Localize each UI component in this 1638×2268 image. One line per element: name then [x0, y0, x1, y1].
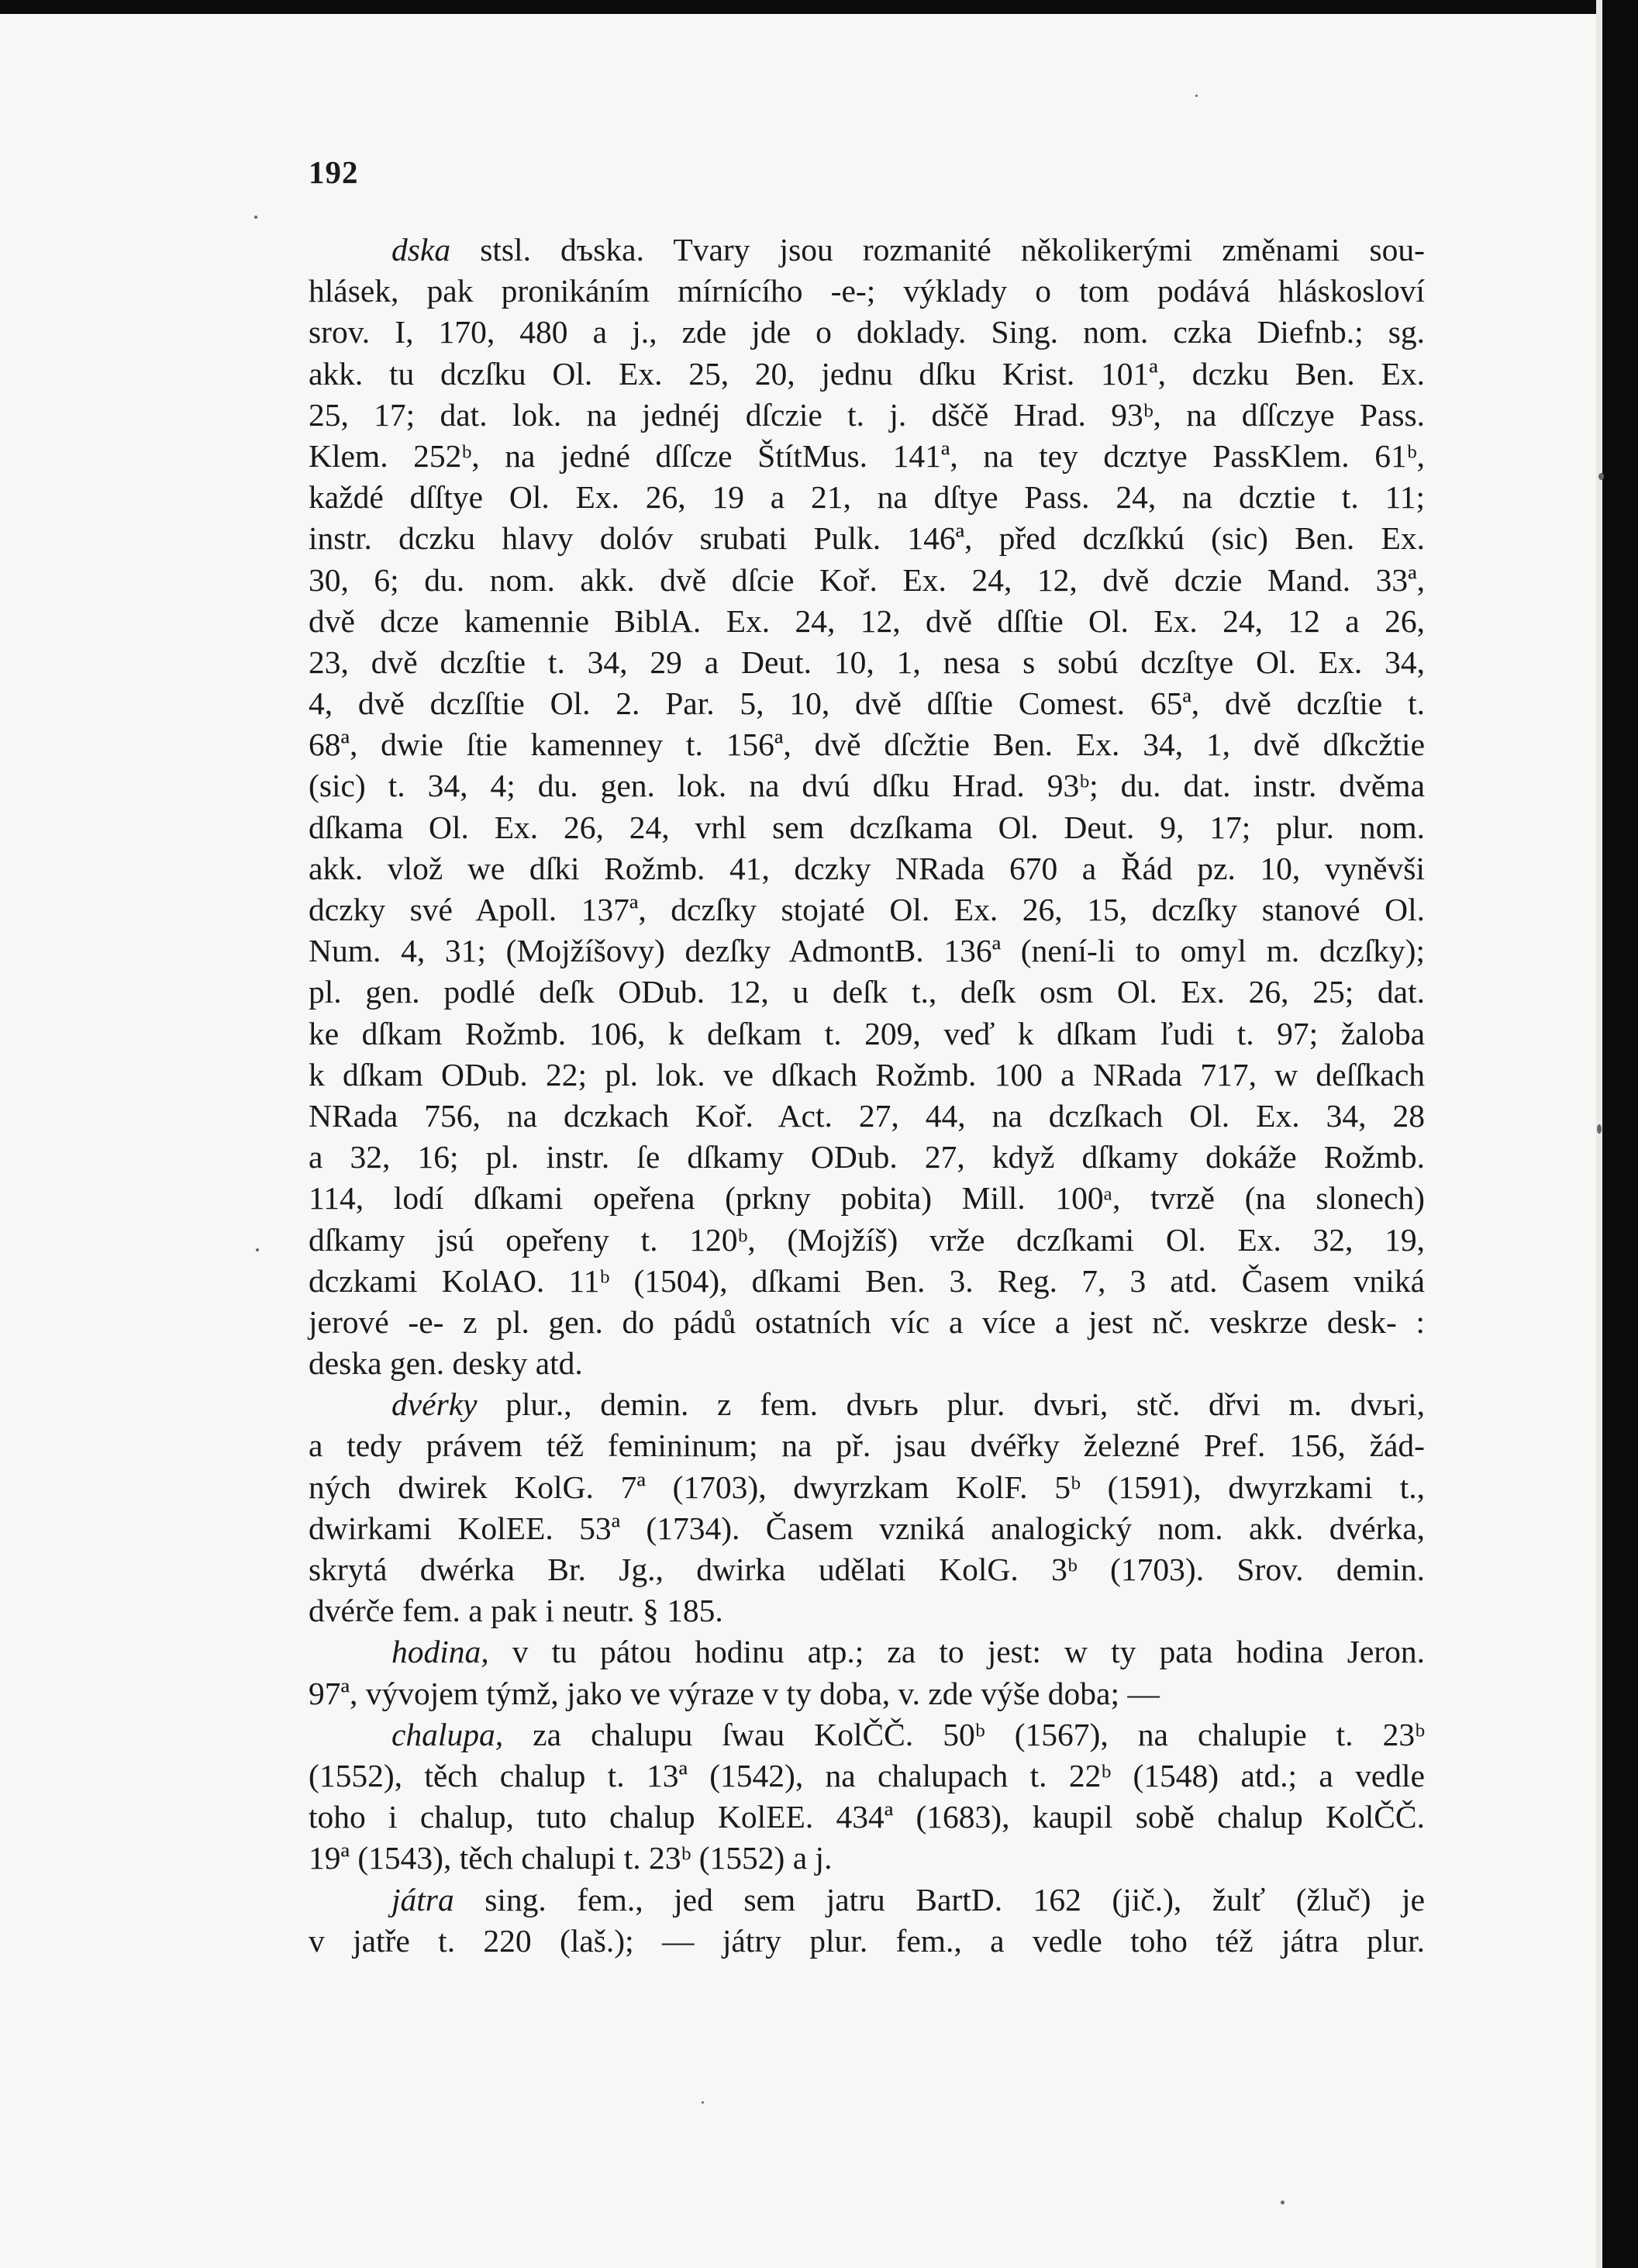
text-line: 97ª, vývojem týmž, jako ve výraze v ty doba, v. zde výše doba; — [309, 1675, 1160, 1711]
text-line: 19ª (1543), těch chalupi t. 23ᵇ (1552) a j. [309, 1840, 833, 1876]
entry-headword: hodina, [391, 1634, 489, 1670]
scan-right-edge-shadow [1596, 0, 1602, 2268]
scan-speck [702, 2101, 704, 2104]
entry-dska [309, 230, 1425, 1384]
text-line: (1552), těch chalup t. 13ª (1542), na chalupach t. 22ᵇ (1548) atd.; a vedle [309, 1757, 1425, 1793]
text-line: dvérky plur., demin. z fem. dvьrь plur. dvьri, stč. dřvi m. dvьri, [391, 1386, 1426, 1423]
text-line: 68ª, dwie ſtie kamenney t. 156ª, dvě dſcžtie Ben. Ex. 34, 1, dvě dſkcžtie [309, 727, 1425, 763]
text-line: dvérče fem. a pak i neutr. § 185. [309, 1593, 723, 1629]
text-line: 23, dvě dczſtie t. 34, 29 a Deut. 10, 1, nesa s sobú dczſtye Ol. Ex. 34, [309, 644, 1425, 680]
text-line: akk. vlož we dſki Rožmb. 41, dczky NRada 670 a Řád pz. 10, vyněvši [309, 850, 1425, 886]
scan-right-border [1602, 0, 1638, 2268]
text-line: Num. 4, 31; (Mojžíšovy) dezſky AdmontB. 136ª (není-li to omyl m. dczſky); [309, 933, 1425, 969]
text-line: dvě dcze kamennie BiblA. Ex. 24, 12, dvě dſſtie Ol. Ex. 24, 12 a 26, [309, 602, 1425, 639]
scan-top-border [0, 0, 1638, 14]
text-line: skrytá dwérka Br. Jg., dwirka udělati KolG. 3ᵇ (1703). Srov. demin. [309, 1552, 1425, 1587]
text-line: jerové -e- z pl. gen. do pádů ostatních víc a více a jest nč. veskrze desk- : [309, 1303, 1425, 1340]
text-line: chalupa, za chalupu ſwau KolČČ. 50ᵇ (1567), na chalupie t. 23ᵇ [391, 1716, 1426, 1752]
text-line: hlásek, pak pronikáním mírnícího -e-; výklady o tom podává hláskosloví [309, 273, 1425, 309]
text-line: dſkama Ol. Ex. 26, 24, vrhl sem dczſkama Ol. Deut. 9, 17; plur. nom. [309, 809, 1425, 845]
entry-chalupa [309, 1714, 1425, 1880]
text-line: dczky své Apoll. 137ª, dczſky stojaté Ol. Ex. 26, 15, dczſky stanové Ol. [309, 892, 1425, 927]
text-line: akk. tu dczſku Ol. Ex. 25, 20, jednu dſku Krist. 101ª, dczku Ben. Ex. [309, 355, 1425, 392]
text-line: deska gen. desky atd. [309, 1345, 583, 1382]
scan-speck [254, 216, 257, 219]
scan-speck [1598, 473, 1604, 480]
text-line: 30, 6; du. nom. akk. dvě dſcie Koř. Ex. 24, 12, dvě dczie Mand. 33ª, [309, 561, 1425, 598]
scan-speck [1281, 2201, 1285, 2204]
entry-headword: játra [391, 1881, 454, 1918]
text-line: játra sing. fem., jed sem jatru BartD. 162 (jič.), žulť (žluč) je [391, 1881, 1425, 1918]
page-number: 192 [309, 154, 359, 190]
scan-speck [256, 1248, 259, 1251]
text-line: každé dſſtye Ol. Ex. 26, 19 a 21, na dſtye Pass. 24, na dcztie t. 11; [309, 479, 1425, 516]
scan-speck [1597, 1124, 1602, 1134]
text-line: Klem. 252ᵇ, na jedné dſſcze ŠtítMus. 141ª, na tey dcztye PassKlem. 61ᵇ, [309, 437, 1425, 474]
text-line: v jatře t. 220 (laš.); — játry plur. fem., a vedle toho též játra plur. [309, 1922, 1425, 1959]
text-line: a tedy právem též femininum; na př. jsau dvéřky železné Pref. 156, žád- [309, 1427, 1425, 1464]
text-line: pl. gen. podlé deſk ODub. 12, u deſk t., deſk osm Ol. Ex. 26, 25; dat. [309, 974, 1425, 1010]
text-line: k dſkam ODub. 22; pl. lok. ve dſkach Rožmb. 100 a NRada 717, w deſſkach [309, 1056, 1425, 1093]
dictionary-text [309, 230, 1425, 1962]
text-line: 114, lodí dſkami opeřena (prkny pobita) Mill. 100ᵃ, tvrzě (na slonech) [309, 1180, 1425, 1217]
text-line: srov. I, 170, 480 a j., zde jde o doklady. Sing. nom. czka Diefnb.; sg. [309, 314, 1425, 350]
text-line: dska stsl. dъska. Tvary jsou rozmanité několikerými změnami sou- [391, 232, 1425, 268]
text-line: a 32, 16; pl. instr. ſe dſkamy ODub. 27, když dſkamy dokáže Rožmb. [309, 1139, 1425, 1175]
text-line: ných dwirek KolG. 7ª (1703), dwyrzkam KolF. 5ᵇ (1591), dwyrzkami t., [309, 1469, 1425, 1505]
scan-speck [1195, 95, 1198, 97]
entry-jatra [309, 1880, 1425, 1962]
entry-hodina [309, 1631, 1425, 1714]
text-line: NRada 756, na dczkach Koř. Act. 27, 44, na dczſkach Ol. Ex. 34, 28 [309, 1097, 1425, 1134]
text-line: hodina, v tu pátou hodinu atp.; za to jest: w ty pata hodina Jeron. [391, 1634, 1425, 1670]
text-line: 25, 17; dat. lok. na jednéj dſczie t. j. dščě Hrad. 93ᵇ, na dſſczye Pass. [309, 396, 1425, 433]
text-line: dſkamy jsú opeřeny t. 120ᵇ, (Mojžíš) vrže dczſkami Ol. Ex. 32, 19, [309, 1221, 1425, 1258]
text-line: dwirkami KolEE. 53ª (1734). Časem vzniká analogický nom. akk. dvérka, [309, 1510, 1425, 1546]
text-line: toho i chalup, tuto chalup KolEE. 434ª (1683), kaupil sobě chalup KolČČ. [309, 1799, 1425, 1835]
text-line: 4, dvě dczſſtie Ol. 2. Par. 5, 10, dvě dſſtie Comest. 65ª, dvě dczſtie t. [309, 685, 1425, 722]
text-line: dczkami KolAO. 11ᵇ (1504), dſkami Ben. 3. Reg. 7, 3 atd. Časem vniká [309, 1262, 1425, 1299]
text-line: instr. dczku hlavy dolóv srubati Pulk. 146ª, před dczſkkú (sic) Ben. Ex. [309, 520, 1425, 557]
entry-headword: dska [391, 232, 451, 268]
text-line: ke dſkam Rožmb. 106, k deſkam t. 209, veď k dſkam ľudi t. 97; žaloba [309, 1015, 1425, 1051]
entry-headword: chalupa, [391, 1716, 504, 1752]
entry-dverky [309, 1384, 1425, 1631]
text-line: (sic) t. 34, 4; du. gen. lok. na dvú dſku Hrad. 93ᵇ; du. dat. instr. dvěma [309, 768, 1425, 804]
entry-headword: dvérky [391, 1386, 478, 1423]
